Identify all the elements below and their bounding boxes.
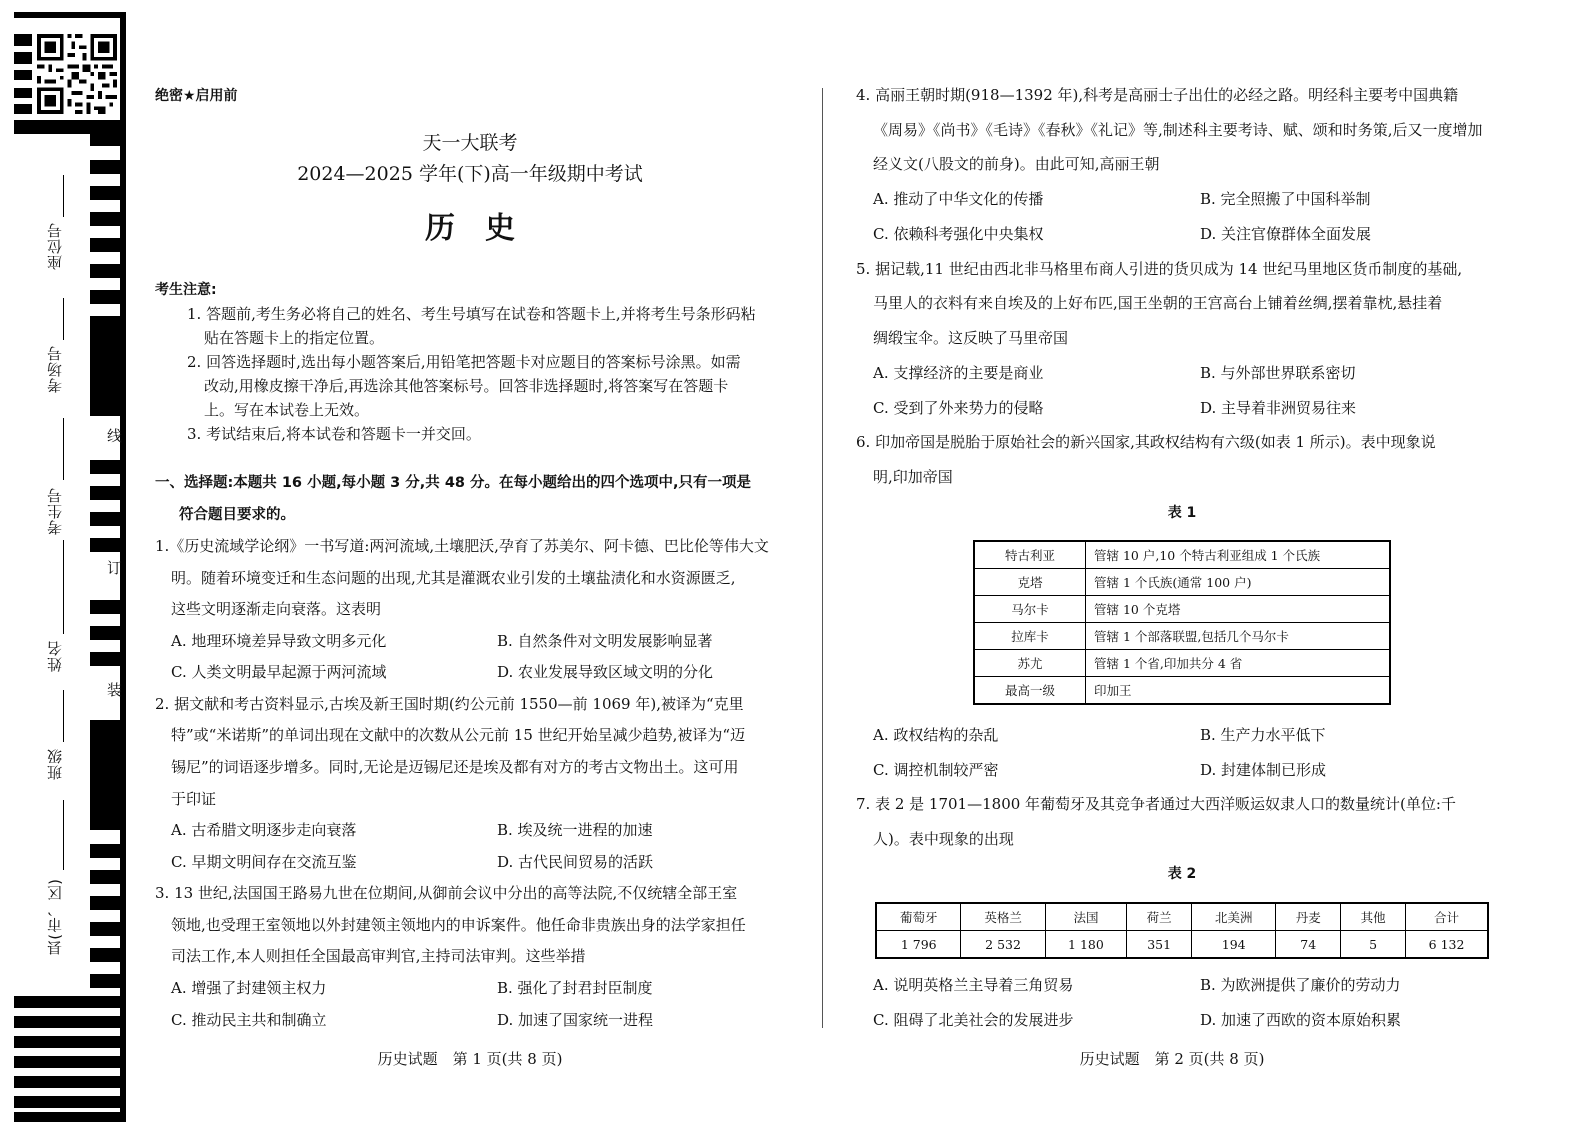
question-text: 5. 据记载,11 世纪由西北非马格里布商人引进的货贝成为 14 世纪马里地区货币制度的基础,: [856, 260, 1463, 278]
option[interactable]: D. 农业发展导致区域文明的分化: [497, 663, 714, 681]
strip-bar: [14, 12, 126, 18]
question-text: 3. 13 世纪,法国国王路易九世在位期间,从御前会议中分出的高等法院,不仅统辖全部王室: [155, 884, 738, 902]
table-row: [974, 623, 1390, 650]
cut-line-word: 订: [105, 560, 123, 575]
option[interactable]: A. 政权结构的杂乱: [873, 726, 999, 744]
strip-bar: [90, 212, 120, 226]
table-header-cell: 北美洲: [1192, 903, 1276, 931]
option[interactable]: A. 支撑经济的主要是商业: [873, 364, 1044, 382]
cut-line-word: 线: [105, 428, 123, 443]
strip-bar: [90, 652, 120, 666]
table-cell: 克塔: [974, 569, 1086, 596]
table-cell: 最高一级: [974, 677, 1086, 705]
option[interactable]: B. 埃及统一进程的加速: [497, 821, 653, 839]
table-cell: 苏尤: [974, 650, 1086, 677]
option[interactable]: D. 古代民间贸易的活跃: [497, 853, 654, 871]
strip-bar: [90, 316, 120, 416]
notice-line: 改动,用橡皮擦干净后,再选涂其他答案标号。回答非选择题时,将答案写在答题卡: [204, 377, 729, 395]
strip-bar: [90, 186, 120, 200]
notice-line: 3. 考试结束后,将本试卷和答题卡一并交回。: [187, 425, 481, 443]
binding-strip: [0, 0, 150, 1138]
question-text: 于印证: [171, 790, 217, 808]
strip-bar: [14, 70, 32, 80]
fill-line[interactable]: [63, 800, 64, 870]
option[interactable]: B. 为欧洲提供了廉价的劳动力: [1200, 976, 1401, 994]
column-divider: [822, 88, 823, 1028]
option[interactable]: B. 自然条件对文明发展影响显著: [497, 632, 713, 650]
question-text: 司法工作,本人则担任全国最高审判官,主持司法审判。这些举措: [171, 947, 586, 965]
table-title: 表 2: [1167, 866, 1197, 882]
strip-bar: [90, 538, 120, 552]
notice-line: 上。写在本试卷上无效。: [204, 401, 370, 419]
field-student-id: 考生号: [46, 487, 64, 535]
question-text: 6. 印加帝国是脱胎于原始社会的新兴国家,其政权结构有六级(如表 1 所示)。表中现象说: [856, 433, 1436, 451]
strip-bar: [90, 238, 120, 252]
question-text: 锡尼”的词语逐步增多。同时,无论是迈锡尼还是埃及都有对方的考古文物出土。这可用: [171, 758, 739, 776]
option[interactable]: D. 封建体制已形成: [1200, 761, 1327, 779]
strip-bar: [14, 996, 126, 1008]
table-cell: 管辖 10 户,10 个特古利亚组成 1 个氏族: [1086, 541, 1391, 569]
section-heading: 符合题目要求的。: [179, 507, 295, 523]
strip-bar: [14, 34, 32, 46]
question-text: 2. 据文献和考古资料显示,古埃及新王国时期(约公元前 1550—前 1069 年),被译为“克里: [155, 695, 744, 713]
field-name: 姓名: [46, 640, 64, 672]
table-inca: [973, 540, 1391, 705]
strip-bar: [14, 120, 126, 134]
strip-bar: [90, 264, 120, 278]
option[interactable]: D. 主导着非洲贸易往来: [1200, 399, 1357, 417]
table-cell: 管辖 1 个省,印加共分 4 省: [1086, 650, 1391, 677]
table-cell: 马尔卡: [974, 596, 1086, 623]
strip-bar: [14, 1016, 126, 1028]
question-text: 明,印加帝国: [873, 468, 953, 486]
option[interactable]: C. 依赖科考强化中央集权: [873, 225, 1044, 243]
notice-line: 贴在答题卡上的指定位置。: [204, 329, 385, 347]
question-text: 特”或“米诺斯”的单词出现在文献中的次数从公元前 15 世纪开始呈减少趋势,被译为“迈: [171, 726, 746, 744]
option[interactable]: C. 阻碍了北美社会的发展进步: [873, 1011, 1074, 1029]
page-footer: 历史试题 第 2 页(共 8 页): [1079, 1050, 1265, 1068]
option[interactable]: D. 加速了西欧的资本原始积累: [1200, 1011, 1402, 1029]
cut-line-word: 装: [105, 682, 123, 697]
field-county: 县(市、区): [46, 878, 64, 956]
page-title: 历 史: [425, 211, 515, 246]
field-class: 班级: [46, 748, 64, 780]
table-header-cell: 其他: [1341, 903, 1406, 931]
strip-bar: [90, 290, 120, 304]
strip-bar: [90, 720, 120, 830]
table-cell: 管辖 1 个部落联盟,包括几个马尔卡: [1086, 623, 1391, 650]
strip-bar: [90, 870, 120, 884]
strip-bar: [90, 160, 120, 174]
option[interactable]: A. 推动了中华文化的传播: [873, 190, 1044, 208]
option[interactable]: A. 说明英格兰主导着三角贸易: [873, 976, 1074, 994]
table-cell: 6 132: [1406, 931, 1488, 959]
notice-line: 1. 答题前,考生务必将自己的姓名、考生号填写在试卷和答题卡上,并将考生号条形码粘: [187, 305, 756, 323]
question-text: 《周易》《尚书》《毛诗》《春秋》《礼记》等,制述科主要考诗、赋、颂和时务策,后又一度增加: [873, 121, 1483, 139]
qr-code: [37, 34, 117, 114]
table-cell: 特古利亚: [974, 541, 1086, 569]
strip-bar: [90, 844, 120, 858]
option[interactable]: B. 与外部世界联系密切: [1200, 364, 1356, 382]
option[interactable]: B. 生产力水平低下: [1200, 726, 1326, 744]
strip-bar: [14, 88, 32, 98]
table-header-cell: 法国: [1045, 903, 1127, 931]
question-text: 7. 表 2 是 1701—1800 年葡萄牙及其竞争者通过大西洋贩运奴隶人口的数量统计(单位:千: [856, 795, 1456, 813]
question-text: 经义文(八股文的前身)。由此可知,高丽王朝: [873, 155, 1160, 173]
question-text: 这些文明逐渐走向衰落。这表明: [171, 600, 382, 618]
fill-line[interactable]: [63, 298, 64, 340]
strip-bar: [90, 974, 120, 988]
question-text: 人)。表中现象的出现: [873, 830, 1014, 848]
option[interactable]: B. 完全照搬了中国科举制: [1200, 190, 1371, 208]
table-title: 表 1: [1167, 505, 1197, 521]
table-cell: 2 532: [961, 931, 1045, 959]
option[interactable]: A. 古希腊文明逐步走向衰落: [171, 821, 357, 839]
section-heading: 一、选择题:本题共 16 小题,每小题 3 分,共 48 分。在每小题给出的四个选项中,只有一项是: [155, 475, 752, 491]
strip-bar: [14, 1112, 126, 1122]
table-header-cell: 合计: [1406, 903, 1488, 931]
strip-bar: [14, 1036, 126, 1048]
option[interactable]: A. 地理环境差异导致文明多元化: [171, 632, 387, 650]
strip-bar: [14, 1056, 126, 1068]
table-header-row: [876, 903, 1488, 931]
strip-bar: [90, 486, 120, 500]
fill-line[interactable]: [63, 540, 64, 634]
table-cell: 74: [1276, 931, 1341, 959]
field-seat: 座位号: [46, 222, 64, 270]
strip-bar: [14, 104, 32, 114]
fill-line[interactable]: [63, 418, 64, 480]
table-cell: 管辖 10 个克塔: [1086, 596, 1391, 623]
option[interactable]: C. 推动民主共和制确立: [171, 1011, 327, 1029]
field-room: 考场号: [46, 345, 64, 393]
table-row: [974, 650, 1390, 677]
fill-line[interactable]: [63, 690, 64, 742]
option[interactable]: C. 调控机制较严密: [873, 761, 999, 779]
question-text: 马里人的衣料有来自埃及的上好布匹,国王坐朝的王宫高台上铺着丝绸,摆着靠枕,悬挂着: [873, 294, 1443, 312]
table-cell: 管辖 1 个氏族(通常 100 户): [1086, 569, 1391, 596]
page-footer: 历史试题 第 1 页(共 8 页): [377, 1050, 563, 1068]
strip-bar: [14, 1096, 126, 1108]
option[interactable]: C. 早期文明间存在交流互鉴: [171, 853, 357, 871]
table-header-cell: 荷兰: [1127, 903, 1192, 931]
secret-label: 绝密★启用前: [155, 88, 238, 104]
table-row: [974, 596, 1390, 623]
exam-title: 2024—2025 学年(下)高一年级期中考试: [297, 163, 643, 185]
strip-bar: [90, 922, 120, 936]
table-row: [876, 931, 1488, 959]
table-row: [974, 541, 1390, 569]
table-cell: 印加王: [1086, 677, 1391, 705]
strip-bar: [90, 896, 120, 910]
strip-bar: [90, 512, 120, 526]
question-text: 领地,也受理王室领地以外封建领主领地内的申诉案件。他任命非贵族出身的法学家担任: [171, 916, 746, 934]
table-cell: 拉库卡: [974, 623, 1086, 650]
strip-bar: [90, 460, 120, 474]
strip-bar: [90, 626, 120, 640]
table-cell: 1 796: [876, 931, 961, 959]
strip-bar: [14, 1076, 126, 1088]
option[interactable]: B. 强化了封君封臣制度: [497, 979, 653, 997]
option[interactable]: A. 增强了封建领主权力: [171, 979, 327, 997]
option[interactable]: D. 加速了国家统一进程: [497, 1011, 654, 1029]
table-cell: 351: [1127, 931, 1192, 959]
question-text: 绸缎宝伞。这反映了马里帝国: [873, 329, 1069, 347]
question-text: 4. 高丽王朝时期(918—1392 年),科考是高丽士子出仕的必经之路。明经科主要考中国典籍: [856, 86, 1459, 104]
table-header-cell: 英格兰: [961, 903, 1045, 931]
strip-bar: [14, 52, 32, 64]
notice-title: 考生注意:: [155, 282, 217, 298]
table-row: [974, 569, 1390, 596]
table-cell: 5: [1341, 931, 1406, 959]
option[interactable]: C. 人类文明最早起源于两河流域: [171, 663, 387, 681]
fill-line[interactable]: [63, 175, 64, 217]
option[interactable]: D. 关注官僚群体全面发展: [1200, 225, 1372, 243]
table-cell: 1 180: [1045, 931, 1127, 959]
strip-bar: [90, 134, 120, 146]
question-text: 明。随着环境变迁和生态问题的出现,尤其是灌溉农业引发的土壤盐渍化和水资源匮乏,: [171, 569, 736, 587]
table-header-cell: 葡萄牙: [876, 903, 961, 931]
table-header-cell: 丹麦: [1276, 903, 1341, 931]
question-text: 1.《历史流域学论纲》一书写道:两河流域,土壤肥沃,孕育了苏美尔、阿卡德、巴比伦等伟大文: [155, 537, 769, 555]
table-cell: 194: [1192, 931, 1276, 959]
strip-bar: [90, 600, 120, 614]
option[interactable]: C. 受到了外来势力的侵略: [873, 399, 1044, 417]
strip-bar: [90, 948, 120, 962]
table-slave-trade: [875, 902, 1489, 959]
exam-org: 天一大联考: [422, 132, 518, 154]
notice-line: 2. 回答选择题时,选出每小题答案后,用铅笔把答题卡对应题目的答案标号涂黑。如需: [187, 353, 741, 371]
table-row: [974, 677, 1390, 705]
